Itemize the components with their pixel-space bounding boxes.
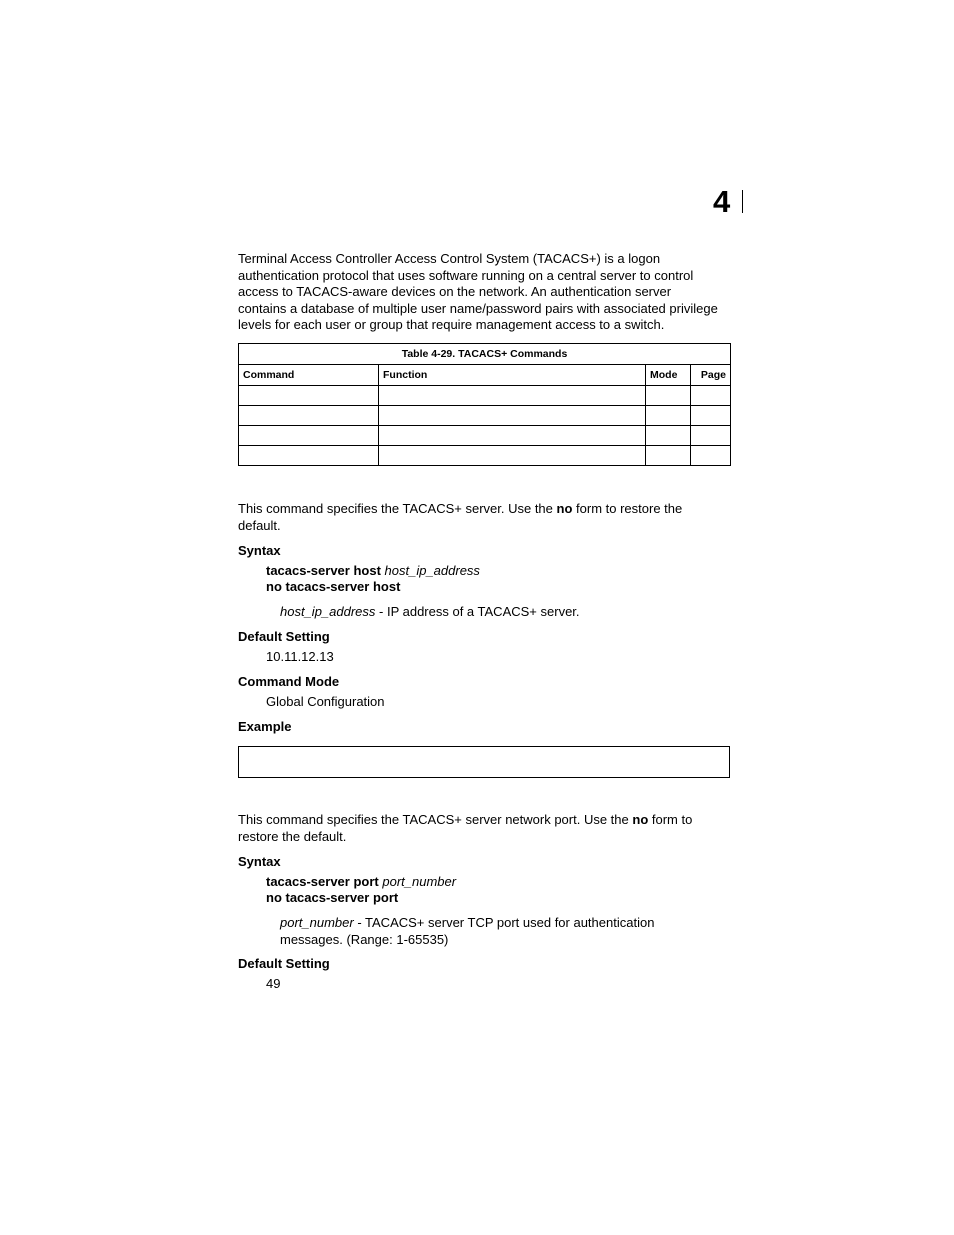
host-parameter-description: [280, 603, 710, 620]
intro-line: authentication protocol that uses software running on a central server to control: [238, 267, 694, 283]
cell-page: [691, 446, 731, 466]
syntax-command: tacacs-server port: [266, 874, 379, 889]
host-default-heading: Default Setting: [238, 629, 330, 644]
cell-mode: [646, 426, 691, 446]
host-mode-value: Global Configuration: [266, 694, 385, 709]
desc-text: form to: [648, 812, 693, 827]
header-mode: Mode: [646, 365, 691, 386]
port-default-heading: Default Setting: [238, 956, 330, 971]
table-row: [239, 386, 731, 406]
host-description: [238, 501, 738, 534]
host-syntax-no-line: no tacacs-server host: [266, 579, 401, 594]
desc-text: This command specifies the TACACS+ server network port. Use the: [238, 812, 633, 827]
chapter-divider: [742, 190, 743, 213]
port-syntax-heading: Syntax: [238, 854, 281, 869]
syntax-command: tacacs-server host: [266, 563, 381, 578]
syntax-parameter: host_ip_address: [384, 563, 480, 578]
syntax-parameter: port_number: [382, 874, 457, 889]
cell-command: [239, 406, 379, 426]
table-row: [239, 446, 731, 466]
table-row: [239, 426, 731, 446]
desc-text: form to restore the: [572, 501, 683, 516]
port-syntax-line: [266, 874, 456, 890]
example-box: [238, 746, 730, 778]
intro-line: levels for each user or group that require management access to a switch.: [238, 317, 665, 332]
table-caption: Table 4-29. TACACS+ Commands: [239, 344, 731, 365]
parameter-text: - TACACS+ server TCP port used for authentication: [353, 915, 655, 930]
tacacs-commands-table: [238, 343, 731, 466]
cell-mode: [646, 406, 691, 426]
header-function: Function: [379, 365, 646, 386]
table-header-row: [239, 365, 731, 386]
chapter-number: 4: [713, 184, 731, 219]
host-syntax-heading: Syntax: [238, 543, 281, 558]
parameter-name: host_ip_address: [280, 604, 376, 619]
cell-function: [379, 426, 646, 446]
no-keyword: no: [632, 812, 649, 827]
port-description: [238, 812, 738, 845]
cell-command: [239, 386, 379, 406]
cell-command: [239, 446, 379, 466]
port-description-line: restore the default.: [238, 828, 347, 844]
host-default-value: 10.11.12.13: [266, 649, 334, 664]
cell-function: [379, 386, 646, 406]
cell-mode: [646, 386, 691, 406]
cell-page: [691, 426, 731, 446]
parameter-line: messages. (Range: 1-65535): [280, 932, 449, 947]
parameter-line: [280, 914, 710, 931]
table-row: [239, 406, 731, 426]
host-example-heading: Example: [238, 719, 292, 734]
cell-page: [691, 386, 731, 406]
port-default-value: 49: [266, 976, 281, 991]
port-syntax-no-line: no tacacs-server port: [266, 890, 399, 905]
intro-line: contains a database of multiple user name/password pairs with associated privilege: [238, 300, 718, 316]
cell-page: [691, 406, 731, 426]
intro-paragraph: [238, 251, 738, 334]
intro-line: Terminal Access Controller Access Control System (TACACS+) is a logon: [238, 251, 661, 266]
parameter-name: port_number: [280, 915, 354, 930]
cell-command: [239, 426, 379, 446]
cell-function: [379, 446, 646, 466]
host-syntax-line: [266, 563, 480, 579]
port-description-line: [238, 812, 738, 829]
cell-mode: [646, 446, 691, 466]
desc-text: This command specifies the TACACS+ server. Use the: [238, 501, 557, 516]
no-keyword: no: [556, 501, 573, 516]
port-parameter-description: [280, 914, 710, 948]
header-page: Page: [691, 365, 731, 386]
parameter-text: - IP address of a TACACS+ server.: [375, 604, 580, 619]
cell-function: [379, 406, 646, 426]
host-description-line: [238, 501, 738, 518]
host-mode-heading: Command Mode: [238, 674, 340, 689]
intro-line: access to TACACS-aware devices on the network. An authentication server: [238, 284, 672, 299]
host-description-line: default.: [238, 517, 281, 533]
header-command: Command: [239, 365, 379, 386]
